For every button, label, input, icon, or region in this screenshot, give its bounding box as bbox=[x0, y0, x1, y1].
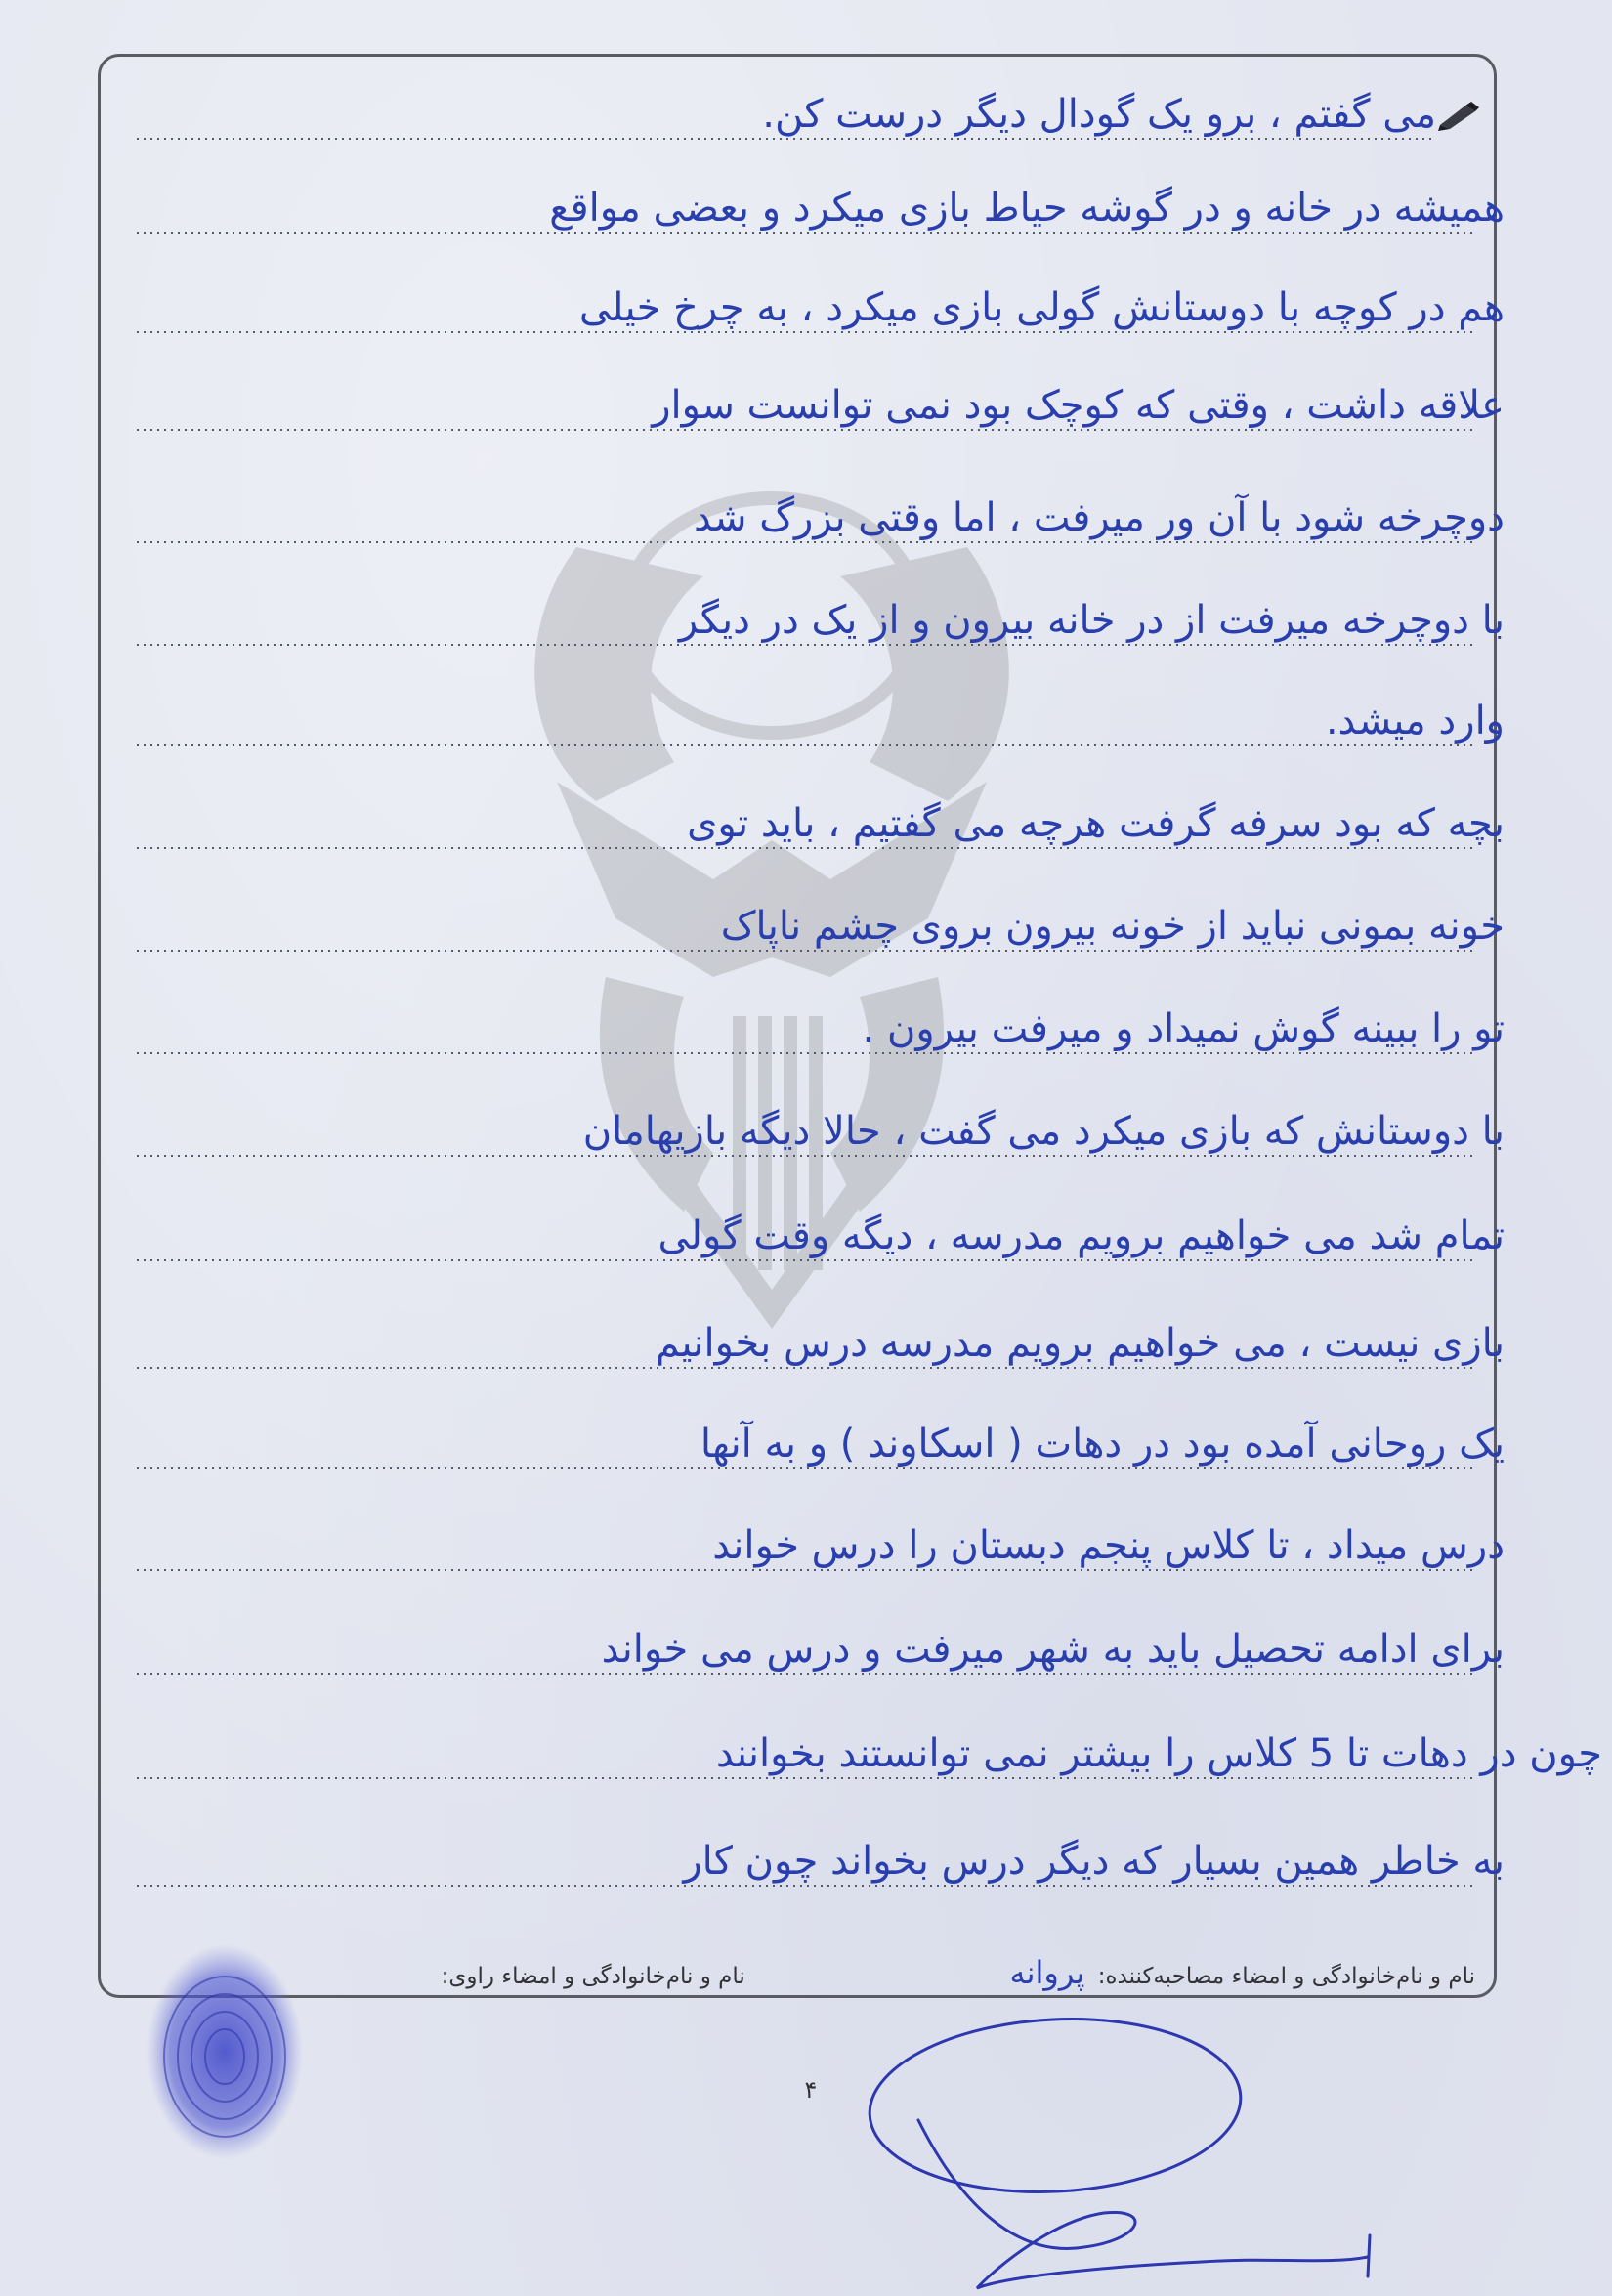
interviewer-name: پروانه bbox=[1009, 1954, 1085, 1991]
handwritten-line-7: وارد میشد. bbox=[1325, 699, 1505, 744]
handwritten-line-5: دوچرخه شود با آن ور میرفت ، اما وقتی بزرگ شد bbox=[694, 495, 1505, 540]
handwritten-line-2: همیشه در خانه و در گوشه حیاط بازی میکرد و بعضی مواقع bbox=[549, 186, 1505, 231]
handwritten-line-17: چون در دهات تا 5 کلاس را بیشتر نمی توانستند بخوانند bbox=[715, 1731, 1602, 1776]
handwritten-line-15: درس میداد ، تا کلاس پنجم دبستان را درس خواند bbox=[712, 1523, 1505, 1568]
handwritten-line-18: به خاطر همین بسیار که دیگر درس بخواند چون کار bbox=[683, 1839, 1505, 1884]
interviewer-label: نام و نام‌خانوادگی و امضاء مصاحبه‌کننده: bbox=[1097, 1964, 1475, 1989]
signature-labels-row bbox=[107, 1954, 1475, 1991]
handwritten-line-16: برای ادامه تحصیل باید به شهر میرفت و درس می خواند bbox=[601, 1627, 1505, 1672]
handwritten-line-11: با دوستانش که بازی میکرد می گفت ، حالا دیگه بازیهامان bbox=[582, 1109, 1505, 1154]
narrator-label: نام و نام‌خانوادگی و امضاء راوی: bbox=[441, 1964, 745, 1989]
handwritten-line-3: هم در کوچه با دوستانش گولی بازی میکرد ، به چرخ خیلی bbox=[578, 285, 1505, 330]
handwritten-line-9: خونه بمونی نباید از خونه بیرون بروی چشم ناپاک bbox=[720, 904, 1505, 949]
fingerprint-stamp bbox=[137, 1935, 313, 2169]
handwritten-line-13: بازی نیست ، می خواهیم برویم مدرسه درس بخوانیم bbox=[655, 1321, 1505, 1366]
handwritten-line-4: علاقه داشت ، وقتی که کوچک بود نمی توانست سوار bbox=[652, 383, 1505, 428]
handwritten-line-8: بچه که بود سرفه گرفت هرچه می گفتیم ، باید توی bbox=[687, 801, 1505, 846]
handwritten-line-14: یک روحانی آمده بود در دهات ( اسکاوند ) و به آنها bbox=[700, 1422, 1505, 1467]
handwritten-line-12: تمام شد می خواهیم برویم مدرسه ، دیگه وقت گولی bbox=[658, 1213, 1505, 1258]
handwritten-line-6: با دوچرخه میرفت از در خانه بیرون و از یک در دیگر bbox=[678, 598, 1505, 643]
page-number: ۴ bbox=[804, 2076, 818, 2104]
pencil-icon bbox=[1436, 98, 1483, 133]
handwritten-line-10: تو را ببینه گوش نمیداد و میرفت بیرون . bbox=[862, 1006, 1505, 1051]
narrator-signature bbox=[860, 2013, 1407, 2296]
handwritten-line-1: می گفتم ، برو یک گودال دیگر درست کن. bbox=[762, 92, 1436, 137]
